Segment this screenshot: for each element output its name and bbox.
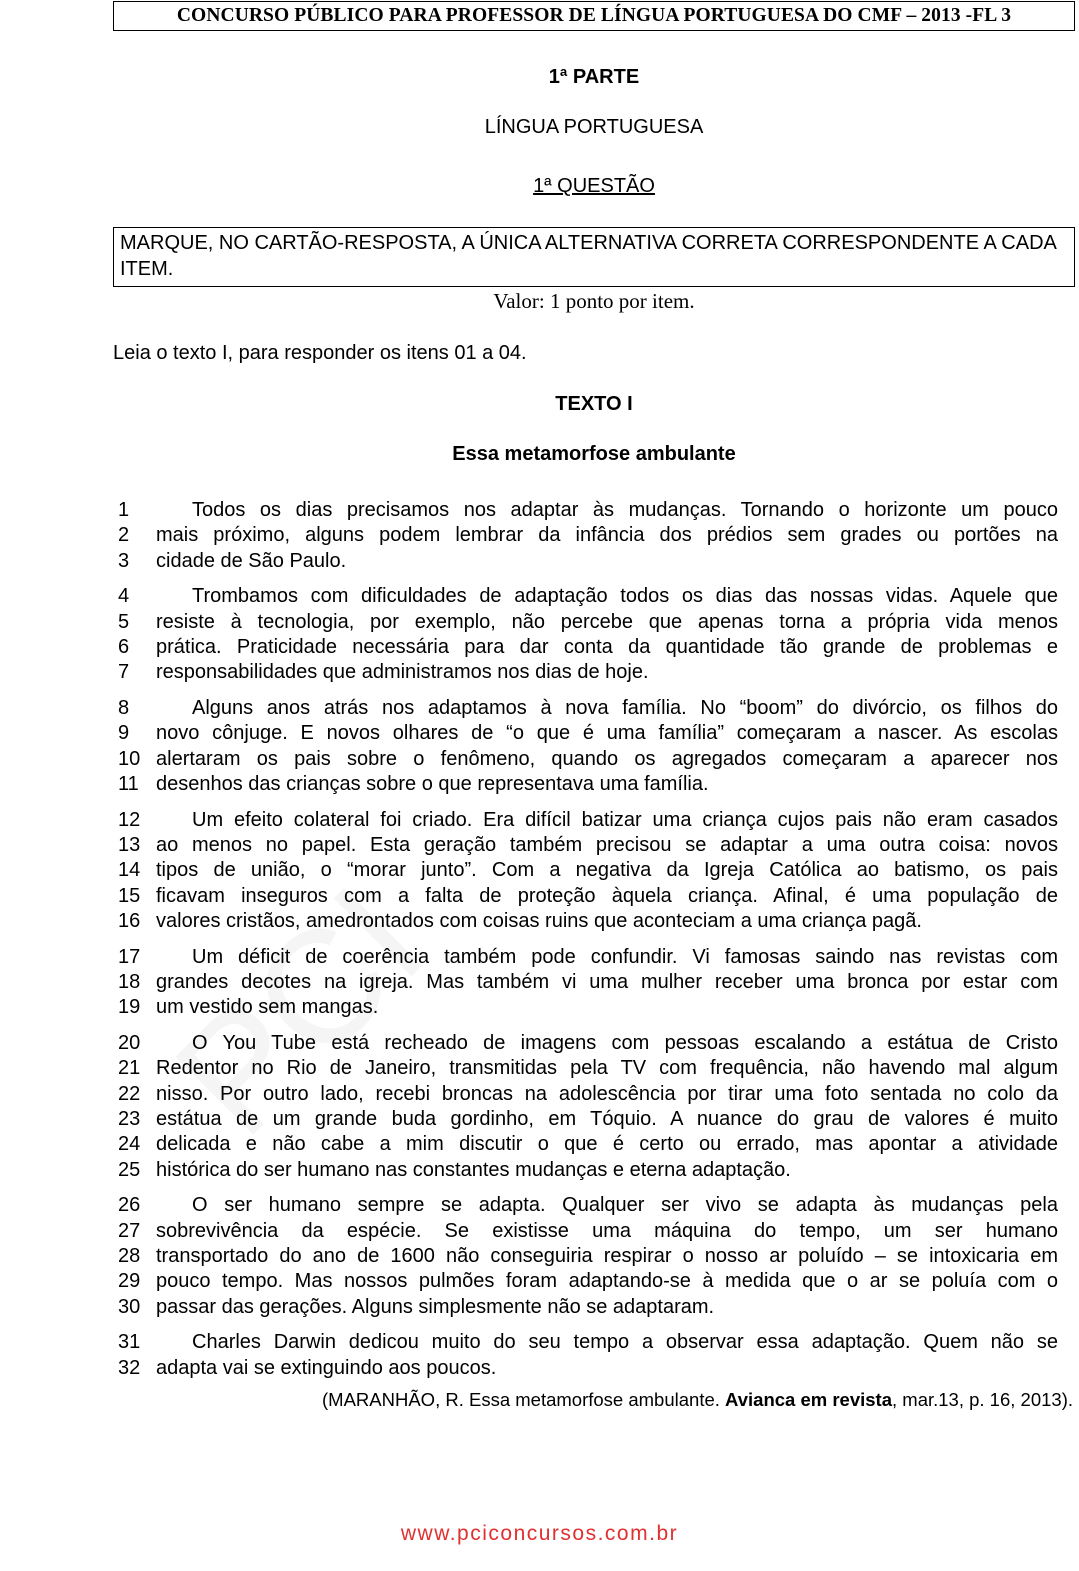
- line-number: 22: [118, 1082, 141, 1105]
- subject-heading: LÍNGUA PORTUGUESA: [484, 116, 704, 138]
- paragraph-text: [156, 498, 1058, 574]
- text-line: mais próximo, alguns podem lembrar da infância dos prédios sem grades ou portões na: [156, 524, 1058, 547]
- line-number: 19: [118, 996, 141, 1019]
- text-line: Trombamos com dificuldades de adaptação todos os dias das nossas vidas. Aquele que: [192, 585, 1058, 608]
- text-line: transportado do ano de 1600 não conseguiria respirar o nosso ar poluído – se intoxicaria em: [156, 1245, 1058, 1268]
- line-number: 4: [118, 585, 130, 608]
- line-number: 26: [118, 1194, 141, 1217]
- text-line: alertaram os pais sobre o fenômeno, quando os agregados começaram a aparecer nos: [156, 747, 1058, 770]
- line-number: 10: [118, 747, 141, 770]
- paragraph-text: [156, 808, 1058, 934]
- text-line: Um déficit de coerência também pode confundir. Vi famosas saindo nas revistas com: [192, 945, 1058, 968]
- text-line: prática. Praticidade necessária para dar conta da quantidade tão grande de problemas e: [156, 635, 1058, 658]
- line-numbers: [118, 1193, 156, 1319]
- part-heading: 1ª PARTE: [548, 66, 640, 88]
- text-line: sobrevivência da espécie. Se existisse uma máquina do tempo, um ser humano: [156, 1219, 1058, 1242]
- paragraph-text: [156, 584, 1058, 685]
- text-line: estátua de um grande buda gordinho, em Tóquio. A nuance do grau de valores é muito: [156, 1108, 1058, 1131]
- line-number: 32: [118, 1356, 141, 1379]
- text-line: Alguns anos atrás nos adaptamos à nova família. No “boom” do divórcio, os filhos do: [192, 697, 1058, 720]
- text-line: delicada e não cabe a mim discutir o que é certo ou errado, mas apontar a atividade: [156, 1133, 1058, 1156]
- line-number: 15: [118, 884, 141, 907]
- text-line: Charles Darwin dedicou muito do seu tempo a observar essa adaptação. Quem não se: [192, 1331, 1058, 1354]
- line-number: 30: [118, 1295, 141, 1318]
- paragraph: [118, 945, 1058, 1021]
- passage: [118, 498, 1058, 1392]
- paragraph-text: [156, 1031, 1058, 1183]
- text-line: grandes decotes na igreja. Mas também vi uma mulher receber uma bronca por estar com: [156, 971, 1058, 994]
- line-number: 27: [118, 1219, 141, 1242]
- line-number: 1: [118, 499, 130, 521]
- instructions-text: MARQUE, NO CARTÃO-RESPOSTA, A ÚNICA ALTERNATIVA CORRETA CORRESPONDENTE A CADA ITEM.: [120, 232, 1056, 280]
- line-numbers: [118, 1031, 156, 1183]
- text-line: adapta vai se extinguindo aos poucos.: [156, 1356, 497, 1379]
- exam-header-title: CONCURSO PÚBLICO PARA PROFESSOR DE LÍNGUA PORTUGUESA DO CMF – 2013 -FL 3: [176, 5, 1012, 26]
- line-number: 5: [118, 610, 130, 633]
- line-numbers: [118, 696, 156, 797]
- line-number: 13: [118, 834, 141, 857]
- paragraph: [118, 696, 1058, 797]
- line-number: 14: [118, 859, 141, 882]
- line-number: 12: [118, 808, 141, 831]
- line-number: 3: [118, 549, 130, 572]
- paragraph-text: [156, 1330, 1058, 1381]
- text-line: pouco tempo. Mas nossos pulmões foram adaptando-se à medida que o ar se poluía com o: [156, 1270, 1058, 1293]
- text-line: responsabilidades que administramos nos dias de hoje.: [156, 661, 649, 684]
- paragraph: [118, 1031, 1058, 1183]
- text-line: resiste à tecnologia, por exemplo, não percebe que apenas torna a própria vida menos: [156, 610, 1058, 633]
- paragraph-text: [156, 945, 1058, 1021]
- line-numbers: [118, 584, 156, 685]
- citation-source: Avianca em revista: [725, 1389, 892, 1410]
- text-line: ficavam inseguros com a falta de proteção àquela criança. Afinal, é uma população de: [156, 884, 1058, 907]
- line-number: 21: [118, 1057, 141, 1080]
- question-heading: 1ª QUESTÃO: [533, 175, 655, 197]
- instructions-box: [113, 227, 1075, 287]
- line-number: 28: [118, 1245, 141, 1268]
- line-numbers: [118, 1330, 156, 1381]
- text-line: um vestido sem mangas.: [156, 996, 379, 1019]
- text-line: valores cristãos, amedrontados com coisas ruins que aconteciam a uma criança pagã.: [156, 909, 922, 932]
- text-line: Redentor no Rio de Janeiro, transmitidas pela TV com frequência, não havendo mal algum: [156, 1057, 1058, 1080]
- citation-before: (MARANHÃO, R. Essa metamorfose ambulante.: [322, 1389, 726, 1410]
- text-line: O You Tube está recheado de imagens com pessoas escalando a estátua de Cristo: [192, 1032, 1058, 1055]
- text-line: O ser humano sempre se adapta. Qualquer ser vivo se adapta às mudanças pela: [192, 1194, 1058, 1217]
- text-label: TEXTO I: [555, 393, 633, 415]
- text-line: cidade de São Paulo.: [156, 549, 347, 572]
- line-number: 16: [118, 909, 141, 932]
- line-numbers: [118, 945, 156, 1021]
- text-line: ao menos no papel. Esta geração também precisou se adaptar a uma outra coisa: novos: [156, 834, 1058, 857]
- item-value: Valor: 1 ponto por item.: [493, 289, 695, 313]
- line-number: 6: [118, 635, 130, 658]
- line-number: 20: [118, 1032, 141, 1055]
- text-line: Um efeito colateral foi criado. Era difícil batizar uma criança cujos pais não eram casados: [192, 808, 1058, 831]
- line-number: 7: [118, 661, 130, 684]
- line-number: 8: [118, 697, 130, 720]
- text-line: desenhos das crianças sobre o que representava uma família.: [156, 772, 709, 795]
- citation: [322, 1389, 1073, 1411]
- footer-url[interactable]: www.pciconcursos.com.br: [400, 1522, 679, 1545]
- line-number: 25: [118, 1158, 141, 1181]
- citation-after: , mar.13, p. 16, 2013).: [892, 1389, 1073, 1410]
- line-number: 23: [118, 1108, 141, 1131]
- line-number: 29: [118, 1270, 141, 1293]
- line-number: 9: [118, 722, 130, 745]
- paragraph: [118, 584, 1058, 685]
- text-line: passar das gerações. Alguns simplesmente não se adaptaram.: [156, 1295, 715, 1318]
- paragraph-text: [156, 1193, 1058, 1319]
- paragraph: [118, 1330, 1058, 1381]
- line-number: 24: [118, 1133, 141, 1156]
- text-line: nisso. Por outro lado, recebi broncas na adolescência por tirar uma foto sentada no colo da: [156, 1082, 1058, 1105]
- paragraph: [118, 808, 1058, 934]
- text-line: Todos os dias precisamos nos adaptar às mudanças. Tornando o horizonte um pouco: [192, 499, 1058, 521]
- line-numbers: [118, 808, 156, 934]
- text-line: histórica do ser humano nas constantes mudanças e eterna adaptação.: [156, 1158, 791, 1181]
- line-numbers: [118, 498, 156, 574]
- line-number: 11: [118, 772, 139, 795]
- line-number: 18: [118, 971, 141, 994]
- paragraph-text: [156, 696, 1058, 797]
- exam-header: [113, 1, 1075, 31]
- text-line: tipos de união, o “morar junto”. Com a negativa da Igreja Católica ao batismo, os pais: [156, 859, 1058, 882]
- text-title: Essa metamorfose ambulante: [452, 443, 736, 465]
- paragraph: [118, 498, 1058, 574]
- text-line: novo cônjuge. E novos olhares de “o que é uma família” começaram a nascer. As escolas: [156, 722, 1058, 745]
- line-number: 31: [118, 1331, 141, 1354]
- line-number: 17: [118, 945, 141, 968]
- line-number: 2: [118, 524, 130, 547]
- paragraph: [118, 1193, 1058, 1319]
- reading-instruction: Leia o texto I, para responder os itens 01 a 04.: [113, 342, 527, 364]
